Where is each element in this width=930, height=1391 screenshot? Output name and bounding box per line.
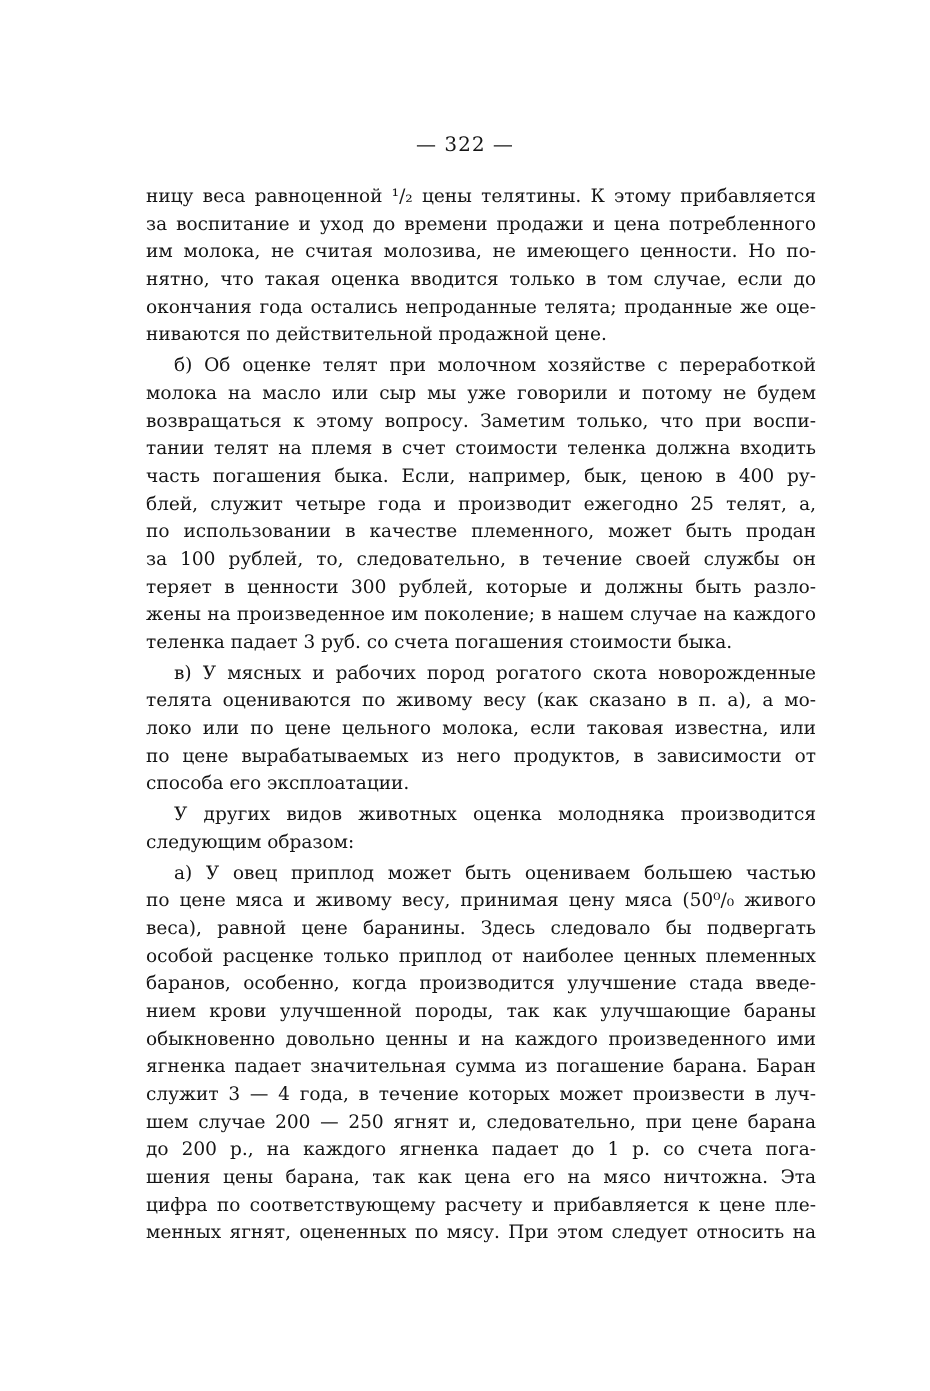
text-line: способа его эксплоатации. xyxy=(146,773,410,795)
text-line: шем случае 200 — 250 ягнят и, следовательно, при цене барана xyxy=(146,1111,816,1133)
text-line: молока на масло или сыр мы уже говорили и потому не будем xyxy=(146,382,816,404)
text-line: по использовании в качестве племенного, может быть продан xyxy=(146,521,816,543)
text-line: цифра по соответствующему расчету и прибавляется к цене пле- xyxy=(146,1194,816,1216)
paragraph-sheep-start: а) У овец приплод может быть оцениваем большею частью xyxy=(174,862,816,884)
paragraph-other-animals-start: У других видов животных оценка молодняка производится xyxy=(174,804,816,826)
text-line: блей, служит четыре года и производит ежегодно 25 телят, а, xyxy=(146,493,816,515)
text-line: по цене мяса и живому весу, принимая цену мяса (50⁰/₀ живого xyxy=(146,890,816,912)
text-line: ниваются по действительной продажной цене. xyxy=(146,324,607,346)
text-line: веса), равной цене баранины. Здесь следовало бы подвергать xyxy=(146,917,816,939)
text-line: им молока, не считая молозива, не имеющего ценности. Но по- xyxy=(146,241,816,263)
paragraph-v-start: в) У мясных и рабочих пород рогатого скота новорожденные xyxy=(174,662,816,684)
text-line: жены на произведенное им поколение; в нашем случае на каждого xyxy=(146,604,816,626)
text-line: нятно, что такая оценка вводится только в том случае, если до xyxy=(146,269,816,291)
page-number: — 322 — xyxy=(416,132,514,156)
text-line: за 100 рублей, то, следовательно, в течение своей службы он xyxy=(146,548,816,570)
text-line: нием крови улучшенной породы, так как улучшающие бараны xyxy=(146,1000,816,1022)
text-line: окончания года остались непроданные телята; проданные же оце- xyxy=(146,296,816,318)
text-line: за воспитание и уход до времени продажи и цена потребленного xyxy=(146,213,816,235)
text-line: по цене вырабатываемых из него продуктов, в зависимости от xyxy=(146,745,816,767)
text-line: особой расценке только приплод от наиболее ценных племенных xyxy=(146,945,816,967)
text-line: до 200 р., на каждого ягненка падает до 1 р. со счета пога- xyxy=(146,1139,816,1161)
paragraph-b-start: б) Об оценке телят при молочном хозяйстве с переработкой xyxy=(174,355,816,377)
text-line: тании телят на племя в счет стоимости теленка должна входить xyxy=(146,438,816,460)
text-line: возвращаться к этому вопросу. Заметим только, что при воспи- xyxy=(146,410,816,432)
text-line: ницу веса равноценной ¹/₂ цены телятины. К этому прибавляется xyxy=(146,186,816,207)
text-line: шения цены барана, так как цена его на мясо ничтожна. Эта xyxy=(146,1167,816,1189)
text-line: ягненка падает значительная сумма из погашение барана. Баран xyxy=(146,1056,816,1078)
body-text xyxy=(146,183,816,1247)
text-line: теленка падает 3 руб. со счета погашения стоимости быка. xyxy=(146,632,733,653)
text-line: баранов, особенно, когда производится улучшение стада введе- xyxy=(146,973,816,995)
text-line: локо или по цене цельного молока, если таковая известна, или xyxy=(146,718,816,740)
text-line: телята оцениваются по живому весу (как сказано в п. а), а мо- xyxy=(146,690,816,712)
text-line: обыкновенно довольно ценны и на каждого произведенного ими xyxy=(146,1028,816,1050)
text-line: часть погашения быка. Если, например, бык, ценою в 400 ру- xyxy=(146,465,816,487)
text-line: следующим образом: xyxy=(146,831,355,853)
text-line: менных ягнят, оцененных по мясу. При этом следует относить на xyxy=(146,1222,816,1244)
text-line: теряет в ценности 300 рублей, которые и должны быть разло- xyxy=(146,576,816,598)
text-line: служит 3 — 4 года, в течение которых может произвести в луч- xyxy=(146,1084,816,1105)
